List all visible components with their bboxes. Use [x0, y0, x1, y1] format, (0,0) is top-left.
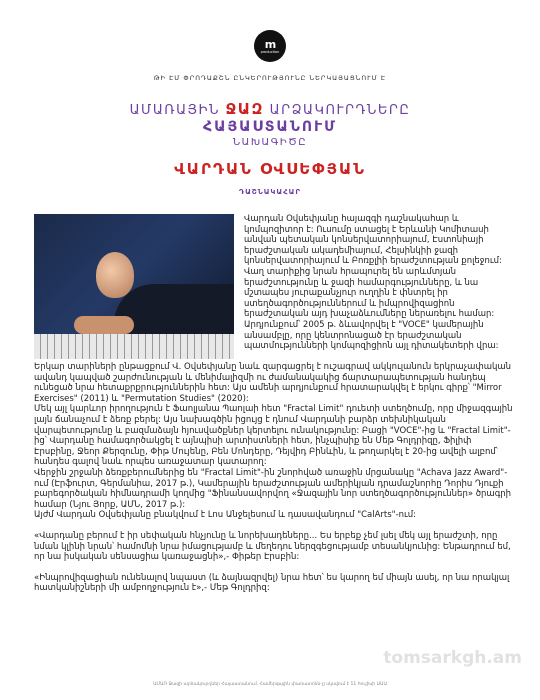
series-line-2: ՀԱՅԱՍՏԱՆՈՒՄ [202, 119, 338, 135]
footer-note: ԱՄԱՌ Ջազի արձակուրդներ Հայաստանում. Համերգային փառատոնն-ը սկսվում է 11 հուլիսի ԱԱԱ [153, 682, 387, 687]
series-jazz-word: ՋԱԶ [225, 100, 264, 118]
bio-body [34, 362, 514, 594]
series-line-1 [0, 100, 540, 118]
series-line-3: ՆԱԽԱԳԻԾԸ [232, 137, 308, 148]
logo-subtitle: production [260, 49, 280, 54]
photo-figure-hands [74, 316, 134, 334]
bio-paragraph-3: Վերջին շրջանի ձեռքբերումներից են "Fractal Limit"-ին շնորհված առաջին մրցանակը "Achava Jazz Award"-ում (Էրֆուրտ, Գերմանիա, 2017 թ.), Կամերային երաժշտության ամերիկյան դրամաշնորհը Դորիս Դյուքի բարեգործական հիմնադրամի կողմից "Ֆինանսավորվող «Ջազային նոր ստեղծագործություններ» ծրագրի համար (Նյու Յորք, ԱՄՆ, 2017 թ.): [34, 467, 512, 510]
series-title [0, 100, 540, 148]
bio-intro-text: Վարդան Օվսեփյանը հայազգի դաշնակահար և կոմպոզիտոր է: Ուսումը ստացել է Երևանի Կոմիտասի անվան պետական կոնսերվատորիայում, Էստոնիայի երաժշտական ակադեմիայում, Հելսինկիի ջազի կոնսերվատորիայում և Բոռքլիի երաժշտության քոլեջում: Վաղ տարիքից նրան հրապուրել են արևմտյան երաժշտությունը և ջազի համարգությունները, և նա մշտապես յուրաքանչյուր ուղղին է փնտրել իր ստեղծագործություններում և իմպրովիզացիոն երաժշտական այդ խաչաձևումները ներառելու համար: Արդյունքում՝ 2005 թ. ձևավորվել է "VOCE" կամերային անսամբլը, որը կենտրոնացած էր երաժշտական պատմությունների կոմպոզիցիոն այլ դիտակետերի վրա: [244, 214, 502, 352]
series-line-1-post: ԱՐՁԱԿՈՒՐԴՆԵՐԸ [269, 103, 411, 118]
bio-paragraph-4: Այժմ Վարդան Օվսեփյանը բնակվում է Լոս Անջելեսում և դասավանդում "CalArts"-ում: [34, 510, 416, 521]
logo-mark: m [264, 37, 276, 51]
artist-role: ԴԱՇՆԱԿԱՀԱՐ [238, 188, 302, 196]
bio-intro [244, 214, 512, 352]
photo-figure-head [96, 252, 134, 298]
presents-line: ԹԻ ԷՄ ՓՐՈԴԱՔՇՆ ԸՆԿԵՐՈՒԹՅՈՒՆԸ ՆԵՐԿԱՅԱՑՆՈՒՄ Է [153, 74, 387, 82]
artist-photo [34, 214, 234, 359]
production-logo [254, 30, 286, 62]
bio-paragraph-1: Երկար տարիների ընթացքում Վ. Օվսեփյանը նաև զարգացրել է ուշագրավ ակկուլանուն երկրաչափական ավանդ կապված շարժունության և մենիմալիզմի ու ժամանակակից ճարտարապետության հանդեպ ունեցած նրա հետաքրքրություններին հետ: Այս ամենի արդյունքում հրատարակվել է երկու գիրք՝ "Mirror Exercises" (2011) և "Permutation Studies" (2020): [34, 362, 512, 404]
quote-goldrich: «Ինպրովիզացիան ունենալով նպաստ (և ձայնազրվել) նրա հետ՝ ես կարող եմ միայն ասել, որ նա որակյալ հատկանիշների մի ամբողջություն է»,- Մեթ Գոլդրիզ: [34, 572, 510, 594]
watermark: tomsarkgh.am [383, 648, 522, 668]
quote-erskine: «Վարդանը բերում է իր սեփական հնչյունը և նորեխադեները... Ես երբեք չեմ լսել մեկ այլ երաժշտի, որը նման կլինի նրան՝ համոմնի նրա իմացությամբ և մեղեդու ներզգեցությամբ տեսանկյունից: Ենթադրում եմ, որ նա իսկական սենսացիա կառաջացնի»,- Փիթեր Էրսբին: [34, 530, 511, 563]
photo-piano-keys [34, 334, 234, 359]
series-line-1-pre: ԱՄԱՌԱՅԻՆ [129, 103, 220, 118]
bio-paragraph-2: Մեկ այլ կարևոր իրողություն է Ֆաոլյանա Պաոլաի հետ "Fractal Limit" դուետի ստեղծումը, որը միջազգային լայն ճանաչում է ձեռք բերել: Այս նախագծին իցույց է դնում Վարդանի բարձր տեխնիկական վարպետությունը և բազմաձայն հյուսվածքներ կերտելու ունակությունը: Բացի "VOCE"-ից և "Fractal Limit"-ից՝ Վարդանը համագործակցել է այնպիսի արտիստների հետ, ինչպիսիք են Մեթ Գոլդրիզը, Ֆիլիփ Էրսբինը, Ջեոր Քերզունը, Փիթ Մույենը, Բեն Մոնդերը, Դեյվիդ Բինևին, և թողարկել է 20-ից ավելի ալբոմ՝ հանդես գալով նաև որպես առաջատար կատարող: [34, 404, 513, 468]
artist-name: ՎԱՐԴԱՆ ՕՎՍԵՓՅԱՆ [174, 160, 366, 178]
